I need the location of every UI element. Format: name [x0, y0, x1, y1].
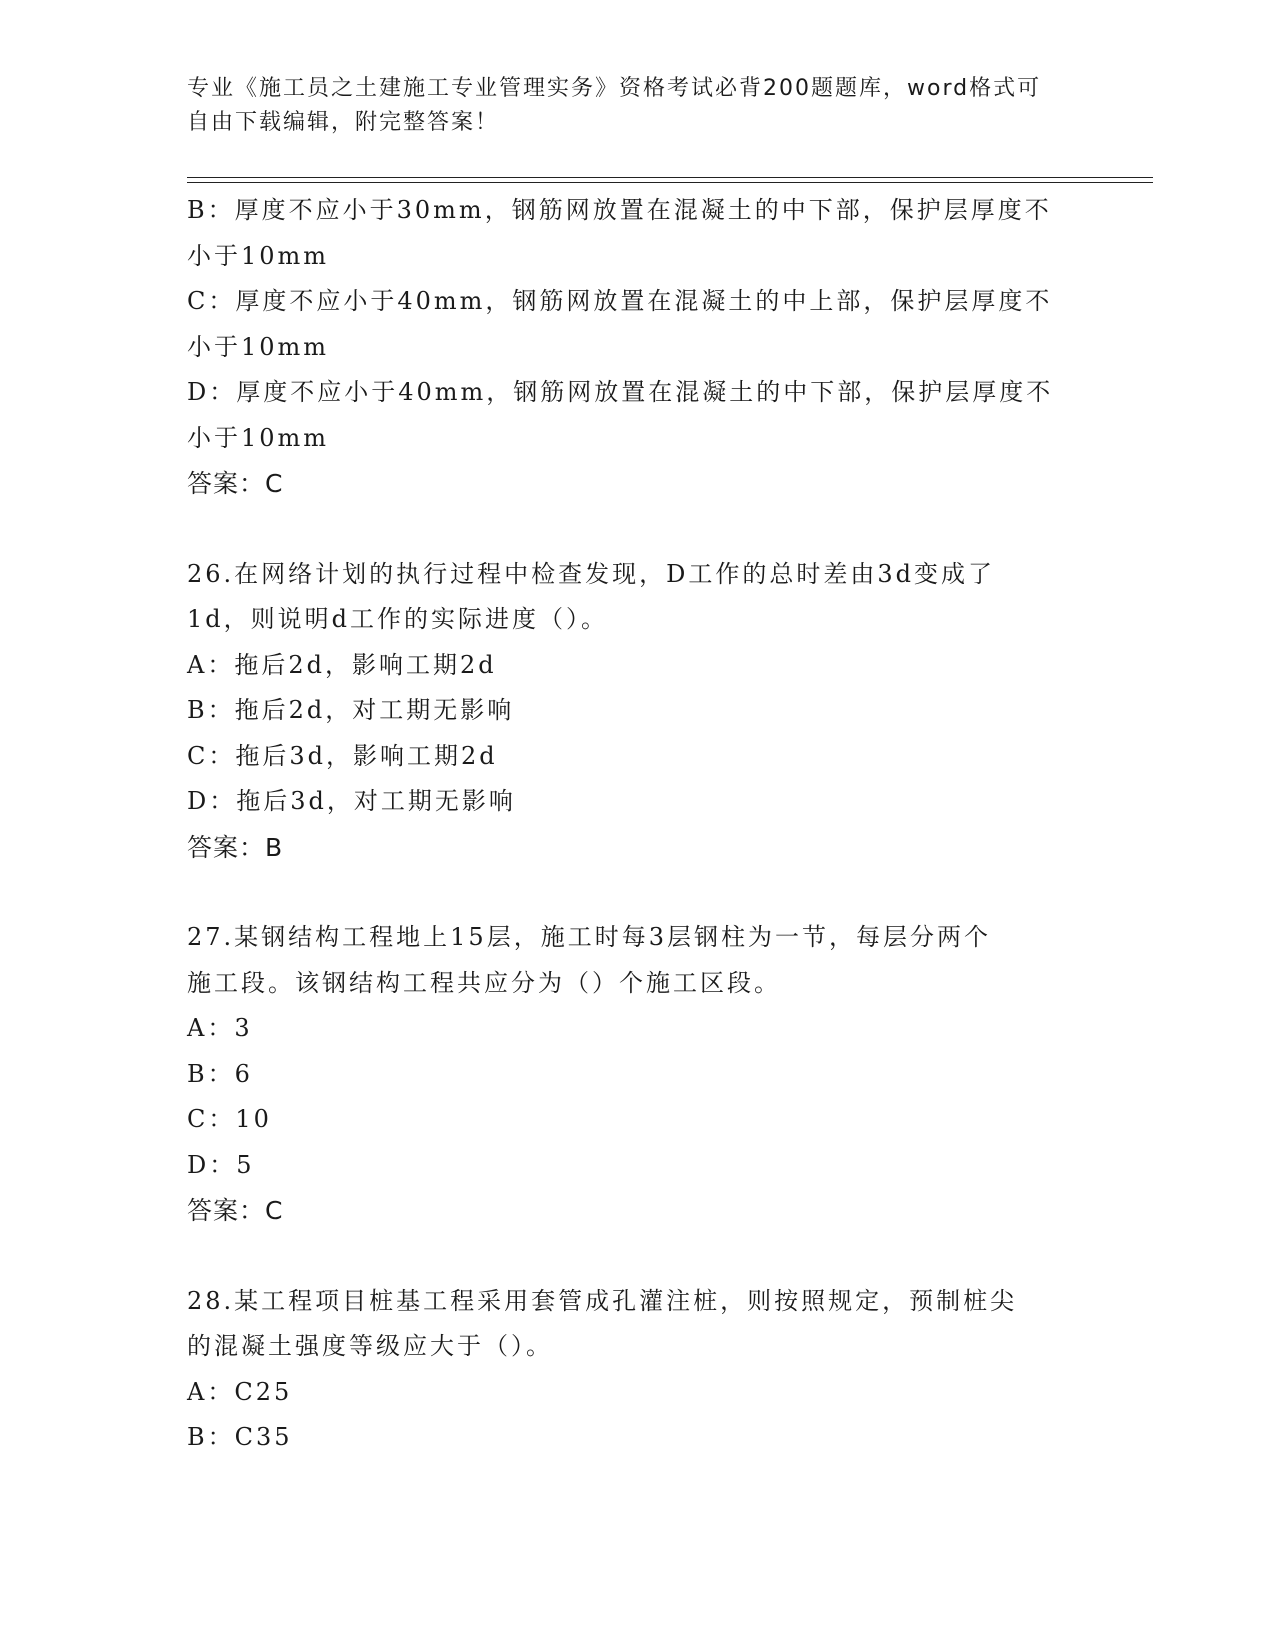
q26-stem-line-2: 1d，则说明d工作的实际进度（）。: [187, 605, 608, 633]
q27-option-d: D：5: [187, 1150, 255, 1179]
q25-option-c-line-1: C：厚度不应小于40mm，钢筋网放置在混凝土的中上部，保护层厚度不: [187, 287, 1053, 315]
spacer: [187, 870, 1087, 915]
q27-option-a: A：3: [187, 1014, 253, 1042]
question-27: [187, 915, 1087, 1234]
q26-option-c: C：拖后3d，影响工期2d: [187, 741, 498, 770]
q28-option-a: A：C25: [187, 1377, 293, 1406]
q27-stem-line-2: 施工段。该钢结构工程共应分为（）个施工区段。: [187, 968, 781, 997]
document-header: [187, 72, 1067, 140]
q27-option-b: B：6: [187, 1059, 253, 1088]
q27-stem-line-1: 27.某钢结构工程地上15层，施工时每3层钢柱为一节，每层分两个: [187, 923, 991, 951]
header-divider-bottom: [187, 182, 1153, 183]
q25-option-b-line-1: B：厚度不应小于30mm，钢筋网放置在混凝土的中下部，保护层厚度不: [187, 196, 1052, 224]
q28-option-b: B：C35: [187, 1423, 293, 1451]
q26-option-b: B：拖后2d，对工期无影响: [187, 696, 515, 724]
q25-option-c-line-2: 小于10mm: [187, 332, 330, 361]
q26-option-a: A：拖后2d，影响工期2d: [187, 650, 497, 679]
q26-stem-line-1: 26.在网络计划的执行过程中检查发现，D工作的总时差由3d变成了: [187, 559, 996, 588]
header-title-line-1: 专业《施工员之土建施工专业管理实务》资格考试必背200题题库，word格式可: [187, 76, 1042, 101]
question-26: [187, 552, 1087, 871]
q25-option-d-line-1: D：厚度不应小于40mm，钢筋网放置在混凝土的中下部，保护层厚度不: [187, 378, 1054, 406]
q27-option-c: C：10: [187, 1105, 272, 1133]
q26-answer: 答案：B: [187, 832, 284, 862]
document-body: [187, 188, 1087, 1461]
header-title-line-2: 自由下载编辑，附完整答案！: [187, 110, 500, 135]
question-28: [187, 1279, 1087, 1461]
q28-stem-line-1: 28.某工程项目桩基工程采用套管成孔灌注桩，则按照规定，预制桩尖: [187, 1286, 1018, 1315]
q27-answer: 答案：C: [187, 1196, 284, 1225]
q25-answer: 答案：C: [187, 469, 284, 498]
spacer: [187, 1234, 1087, 1279]
header-divider-top: [187, 177, 1153, 178]
q28-stem-line-2: 的混凝土强度等级应大于（）。: [187, 1332, 553, 1360]
q25-option-d-line-2: 小于10mm: [187, 423, 330, 452]
spacer: [187, 507, 1087, 552]
q25-option-b-line-2: 小于10mm: [187, 241, 330, 270]
q26-option-d: D：拖后3d，对工期无影响: [187, 787, 516, 815]
question-25-continued: [187, 188, 1087, 507]
